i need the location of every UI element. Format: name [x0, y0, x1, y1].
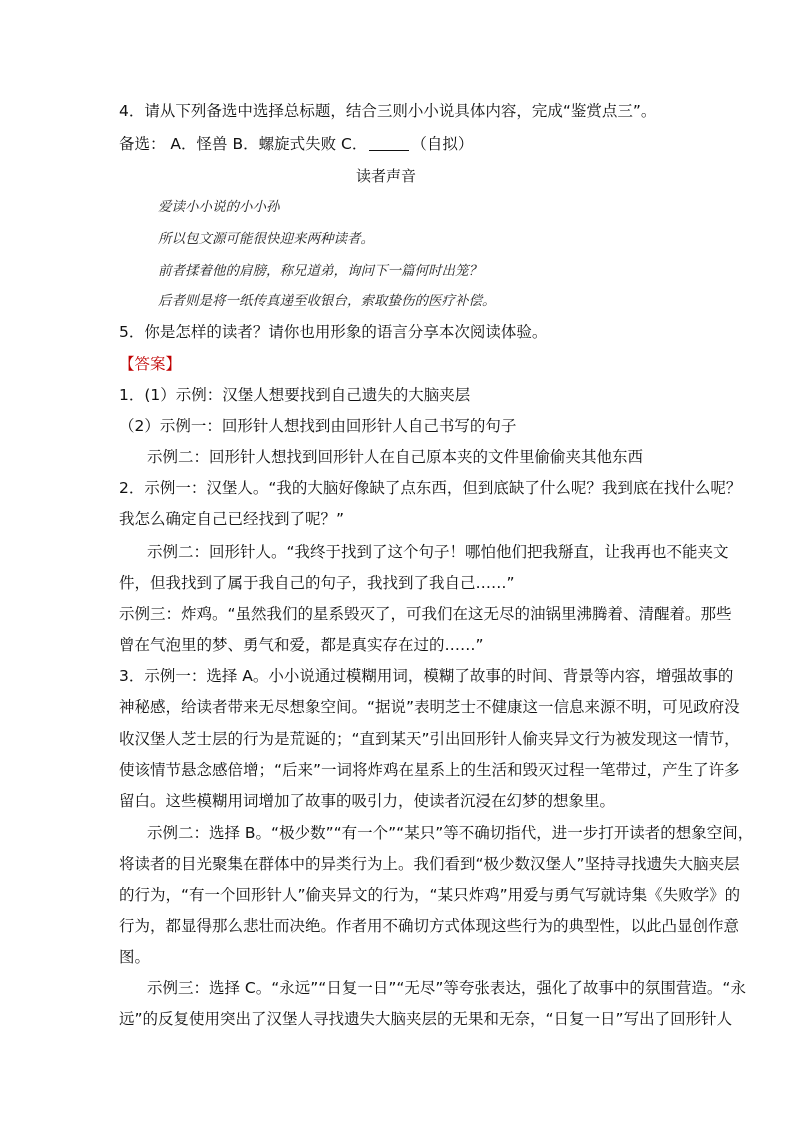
reader-line: 前者揉着他的肩膀，称兄道弟，询问下一篇何时出笼？: [158, 263, 482, 279]
fill-blank: [369, 136, 409, 151]
answer-line: 3．示例一：选择 A。小小说通过模糊用词，模糊了故事的时间、背景等内容，增强故事的: [119, 667, 734, 685]
answer-line: 神秘感，给读者带来无尽想象空间。“据说”表明芝士不健康这一信息来源不明，可见政府没: [119, 698, 740, 716]
answer-line: 图。: [119, 948, 151, 966]
question-5-text: 5．你是怎样的读者？请你也用形象的语言分享本次阅读体验。: [119, 323, 548, 341]
answer-line: 示例二：回形针人想找到回形针人在自己原本夹的文件里偷偷夹其他东西: [147, 448, 644, 466]
reader-line: 所以包文源可能很快迎来两种读者。: [158, 231, 374, 247]
question-4-text: 4．请从下列备选中选择总标题，结合三则小小说具体内容，完成“鉴赏点三”。: [119, 102, 657, 120]
answer-line: 我怎么确定自己已经找到了呢？”: [119, 510, 345, 528]
answer-line: 使该情节悬念感倍增；“后来”一词将炸鸡在星系上的生活和毁灭过程一笔带过，产生了许多: [119, 761, 740, 779]
readers-title: 读者声音: [356, 167, 417, 185]
answer-line: 示例三：炸鸡。“虽然我们的星系毁灭了，可我们在这无尽的油锅里沸腾着、清醒着。那些: [119, 605, 732, 623]
answer-line: 示例二：选择 B。“极少数”“有一个”“某只”等不确切指代，进一步打开读者的想象空间，: [147, 824, 754, 842]
answer-line: 曾在气泡里的梦、勇气和爱，都是真实存在过的……”: [119, 636, 484, 654]
reader-line: 爱读小小说的小小孙: [158, 199, 280, 215]
question-4-options: [119, 133, 473, 155]
answer-line: 远”的反复使用突出了汉堡人寻找遗失大脑夹层的无果和无奈，“日复一日”写出了回形针人: [119, 1010, 733, 1028]
answer-line: 示例三：选择 C。“永远”“日复一日”“无尽”等夸张表达，强化了故事中的氛围营造。“永: [147, 979, 746, 997]
answer-line: 将读者的目光聚集在群体中的异类行为上。我们看到“极少数汉堡人”坚持寻找遗失大脑夹层: [119, 855, 740, 873]
answer-line: 1．(1）示例：汉堡人想要找到自己遗失的大脑夹层: [119, 386, 471, 404]
answer-line: 留白。这些模糊用词增加了故事的吸引力，使读者沉浸在幻梦的想象里。: [119, 792, 616, 810]
options-prefix: 备选： A．怪兽 B．螺旋式失败 C．: [119, 135, 368, 153]
answer-header: 【答案】: [119, 355, 182, 373]
answer-line: 收汉堡人芝士层的行为是荒诞的；“直到某天”引出回形针人偷夹异文行为被发现这一情节，: [119, 730, 740, 748]
answer-line: 件，但我找到了属于我自己的句子，我找到了我自己……”: [119, 574, 515, 592]
answer-line: 示例二：回形针人。“我终于找到了这个句子！哪怕他们把我掰直，让我再也不能夹文: [147, 543, 729, 561]
answer-line: 行为，都显得那么悲壮而决绝。作者用不确切方式体现这些行为的典型性，以此凸显创作意: [119, 917, 740, 935]
reader-line: 后者则是将一纸传真递至收银台，索取蛰伤的医疗补偿。: [158, 293, 496, 309]
answer-line: （2）示例一：回形针人想找到由回形针人自己书写的句子: [119, 417, 517, 435]
options-suffix: （自拟）: [411, 135, 474, 153]
answer-line: 的行为，“有一个回形针人”偷夹异文的行为，“某只炸鸡”用爱与勇气写就诗集《失败学》的: [119, 886, 741, 904]
answer-line: 2．示例一：汉堡人。“我的大脑好像缺了点东西，但到底缺了什么呢？我到底在找什么呢？: [119, 479, 742, 497]
